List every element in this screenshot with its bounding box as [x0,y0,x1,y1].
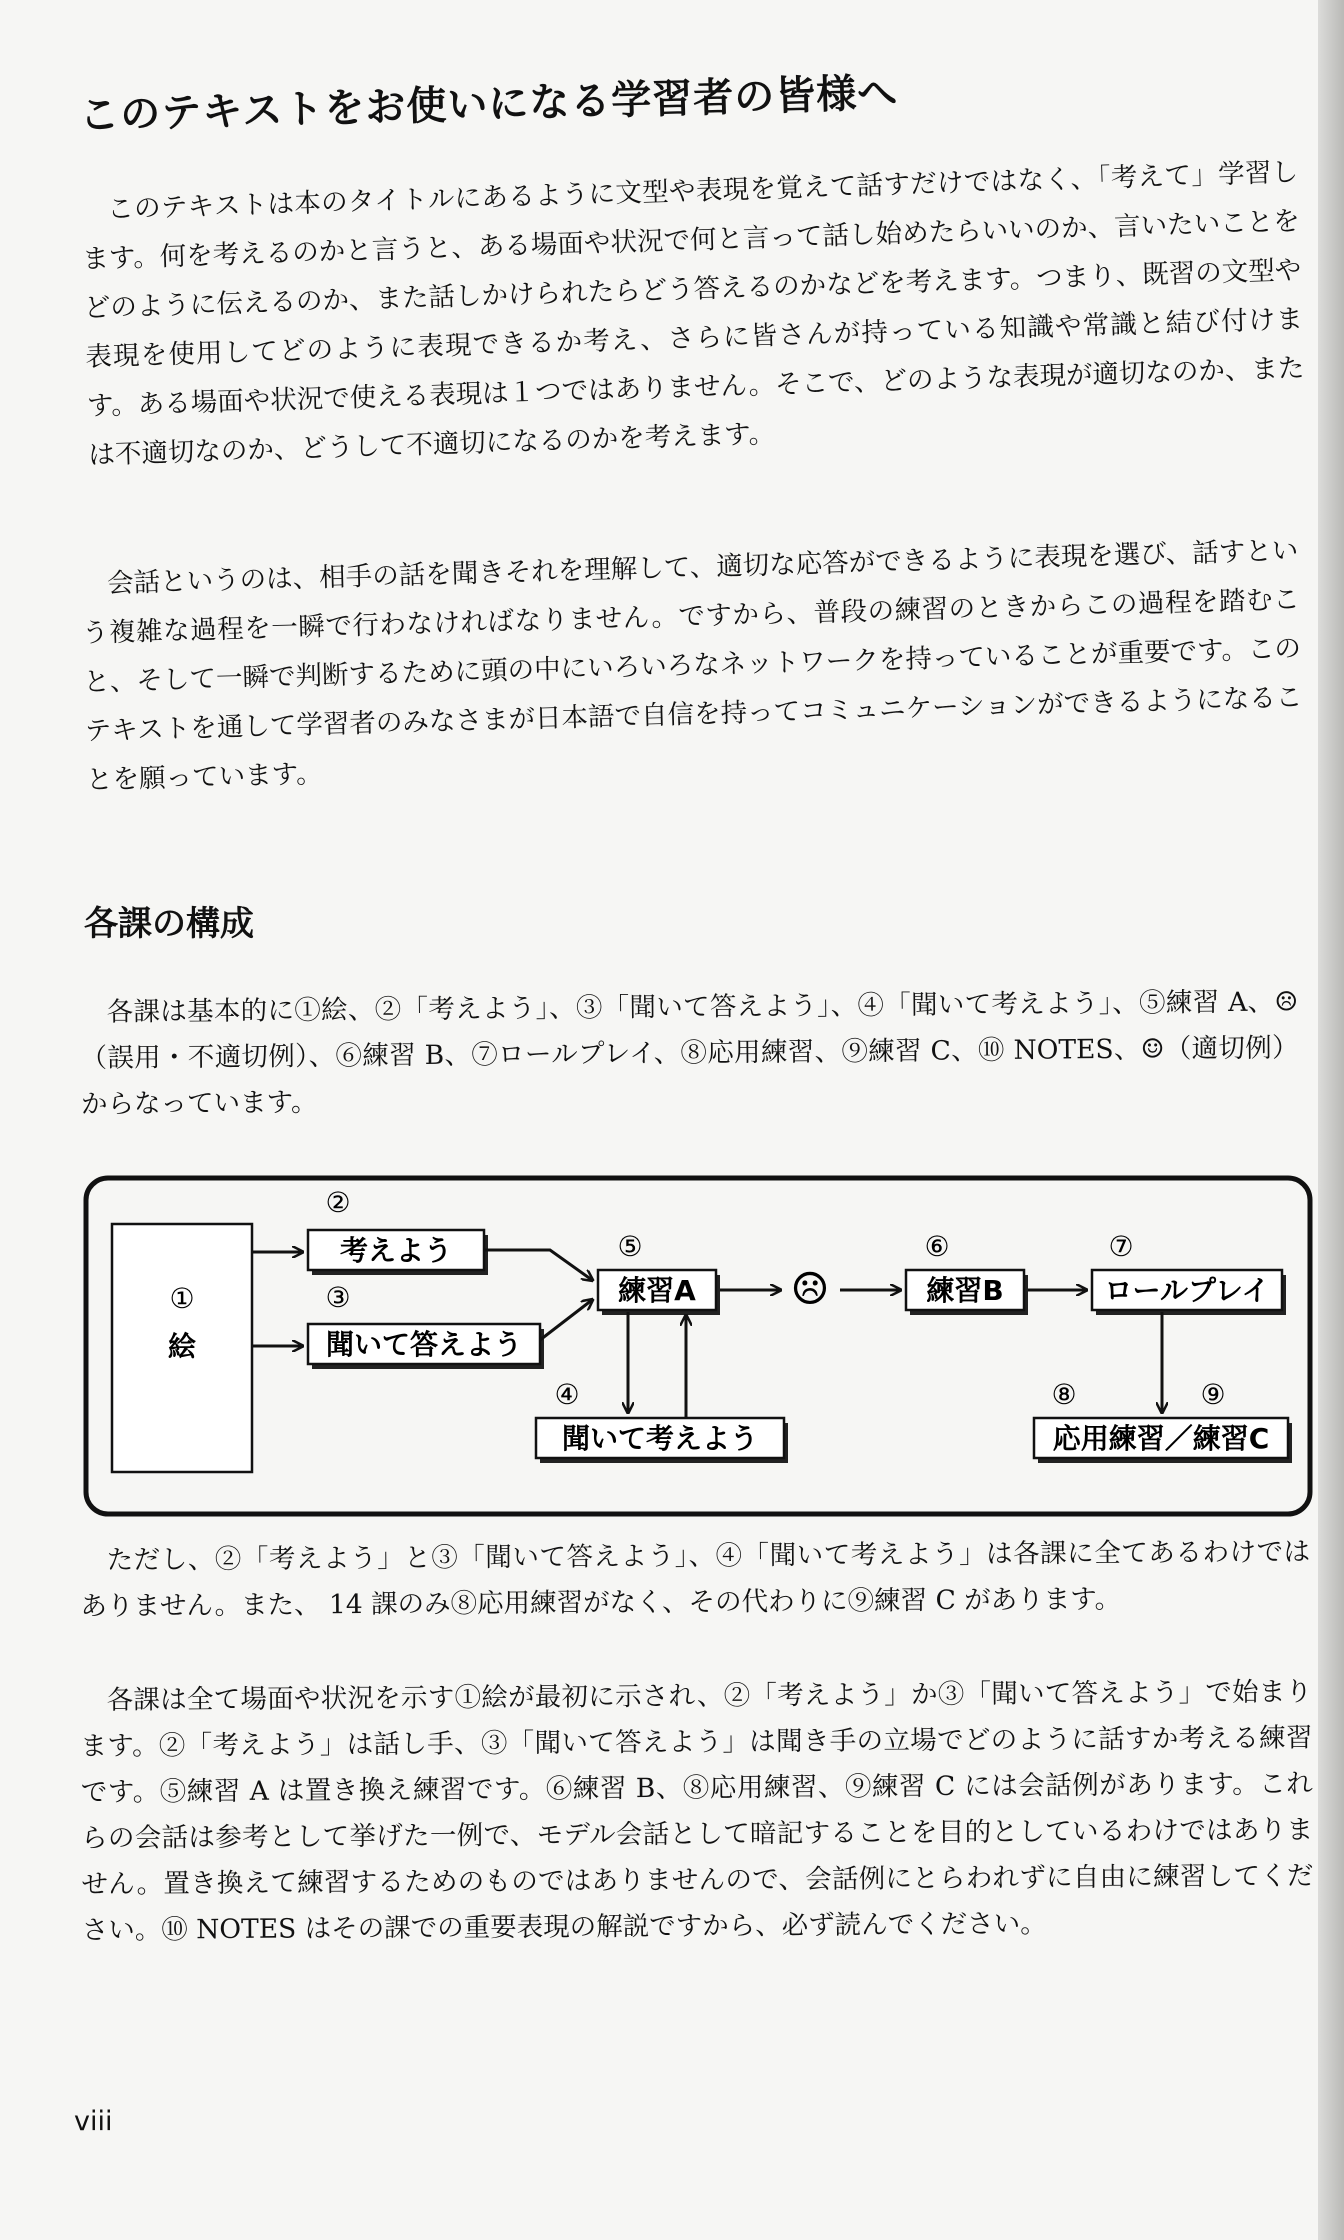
intro-paragraph-2: 会話というのは、相手の話を聞きそれを理解して、適切な応答ができるように表現を選び、話すという複雑な過程を一瞬で行わなければなりません。ですから、普段の練習のときからこの過程を踏むこと、そして一瞬で判断するために頭の中にいろいろなネットワークを持っていることが重要です。このテキストを通して学習者のみなさまが日本語で自信を持ってコミュニケーションができるようになることを願っています。 [81,534,1303,796]
listen-answer-number: ③ [325,1281,351,1314]
practice-b-number: ⑥ [924,1230,950,1263]
listen-think-number: ④ [554,1378,580,1411]
applied-practice-c-label: 応用練習／練習C [1052,1422,1270,1455]
practice-a-label: 練習A [618,1274,696,1307]
roleplay-label: ロールプレイ [1104,1274,1270,1307]
note-paragraph-2: 各課は全て場面や状況を示す①絵が最初に示され、②「考えよう」か③「聞いて答えよう」で始まります。②「考えよう」は話し手、③「聞いて答えよう」は聞き手の立場でどのように話すか考える練習です。⑤練習 A は置き換え練習です。⑥練習 B、⑧応用練習、⑨練習 C には会話例があります。これらの会話は参考として挙げた一例で、モデル会話として暗記することを目的としているわけではありません。置き換えて練習するためのものではありませんので、会話例にとらわれずに自由に練習してください。⑩ NOTES はその課での重要表現の解説ですから、必ず読んでください。 [80,1676,1314,1946]
page-number: viii [74,2106,113,2137]
picture-label: 絵 [167,1330,197,1363]
section-heading-intro: このテキストをお使いになる学習者の皆様へ [78,70,899,140]
picture-number: ① [169,1282,195,1315]
practice-b-label: 練習B [926,1274,1004,1307]
structure-intro-paragraph: 各課は基本的に①絵、②「考えよう」、③「聞いて答えよう」、④「聞いて考えよう」、⑤練習 A、☹（誤用・不適切例）、⑥練習 B、⑦ロールプレイ、⑧応用練習、⑨練習 C、⑩ NOTES、☺（適切例）からなっています。 [80,986,1299,1120]
intro-paragraph-1: このテキストは本のタイトルにあるように文型や表現を覚えて話すだけではなく、「考えて」学習します。何を考えるのかと言うと、ある場面や状況で何と言って話し始めたらいいのか、言いたいことをどのように伝えるのか、また話しかけられたらどう答えるのかなどを考えます。つまり、既習の文型や表現を使用してどのように表現できるか考え、さらに皆さんが持っている知識や常識と結び付けます。ある場面や状況で使える表現は１つではありません。そこで、どのような表現が適切なのか、または不適切なのか、どうして不適切になるのかを考えます。 [81,156,1305,471]
think-number: ② [325,1186,351,1219]
arrow-listen-answer-practice-a [540,1300,592,1340]
section-heading-structure: 各課の構成 [84,904,254,944]
sad-face-icon: ☹ [790,1264,830,1315]
roleplay-number: ⑦ [1108,1230,1134,1263]
note-paragraph-1: ただし、②「考えよう」と③「聞いて答えよう」、④「聞いて考えよう」は各課に全てあるわけではありません。また、 14 課のみ⑧応用練習がなく、その代わりに⑨練習 C があります。 [80,1536,1311,1622]
arrow-think-practice-a [484,1250,592,1280]
practice-c-number: ⑨ [1200,1378,1226,1411]
think-label: 考えよう [339,1234,453,1267]
listen-answer-label: 聞いて答えよう [325,1328,523,1361]
applied-number: ⑧ [1051,1378,1077,1411]
listen-think-label: 聞いて考えよう [561,1422,759,1455]
lesson-structure-diagram [80,1168,1320,1522]
practice-a-number: ⑤ [617,1230,643,1263]
page-edge [1318,0,1344,2240]
